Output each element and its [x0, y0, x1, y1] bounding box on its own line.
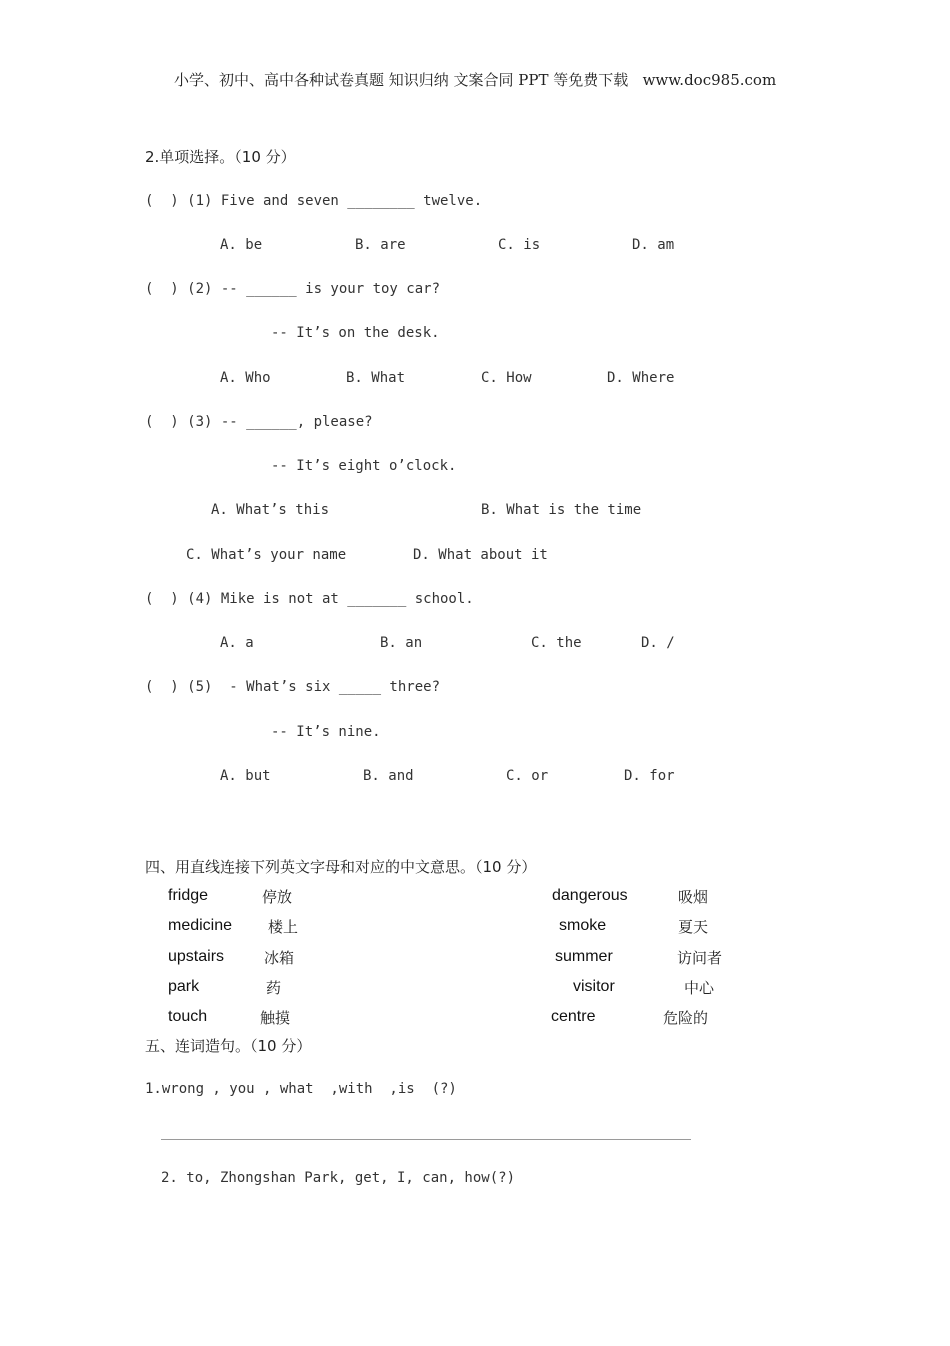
- left-word-item: touch: [168, 1008, 208, 1025]
- page-header: 小学、初中、高中各种试卷真题 知识归纳 文案合同 PPT 等免费下载 www.doc985.com: [174, 71, 777, 89]
- question-3-option-c: C. What’s your name: [186, 547, 347, 563]
- question-1-option-a: A. be: [220, 237, 263, 253]
- left-meaning-item: 药: [266, 979, 282, 997]
- left-word-item: park: [168, 978, 200, 995]
- question-2-option-b: B. What: [346, 370, 406, 386]
- question-3-stem: ( ) (3) -- ______, please?: [145, 414, 373, 430]
- question-5-option-b: B. and: [363, 768, 414, 784]
- question-2-answer-line: -- It’s on the desk.: [271, 325, 440, 341]
- question-1-option-d: D. am: [632, 237, 675, 253]
- right-word-item: centre: [551, 1008, 596, 1025]
- question-5-answer-line: -- It’s nine.: [271, 724, 381, 740]
- right-meaning-item: 危险的: [663, 1009, 709, 1027]
- question-3-option-b: B. What is the time: [481, 502, 642, 518]
- question-5-stem: ( ) (5) - What’s six _____ three?: [145, 679, 441, 695]
- question-3-answer-line: -- It’s eight o’clock.: [271, 458, 457, 474]
- left-meaning-item: 停放: [262, 888, 293, 906]
- section-4-title: 四、用直线连接下列英文字母和对应的中文意思。（10 分）: [145, 858, 537, 876]
- right-meaning-item: 夏天: [678, 918, 709, 936]
- question-2-option-d: D. Where: [607, 370, 675, 386]
- question-4-option-b: B. an: [380, 635, 423, 651]
- left-word-item: medicine: [168, 917, 233, 934]
- question-1-stem: ( ) (1) Five and seven ________ twelve.: [145, 193, 483, 209]
- section-2-title: 2.单项选择。（10 分）: [145, 148, 296, 166]
- question-2-option-c: C. How: [481, 370, 532, 386]
- right-word-item: dangerous: [552, 887, 628, 904]
- right-meaning-item: 吸烟: [678, 888, 709, 906]
- left-meaning-item: 触摸: [260, 1009, 291, 1027]
- right-meaning-item: 中心: [684, 979, 715, 997]
- question-4-stem: ( ) (4) Mike is not at _______ school.: [145, 591, 474, 607]
- sentence-1-words: 1.wrong , you , what ,with ,is (?): [145, 1081, 457, 1097]
- question-2-option-a: A. Who: [220, 370, 271, 386]
- question-5-option-d: D. for: [624, 768, 675, 784]
- question-3-option-a: A. What’s this: [211, 502, 330, 518]
- left-word-item: fridge: [168, 887, 209, 904]
- question-2-stem: ( ) (2) -- ______ is your toy car?: [145, 281, 441, 297]
- answer-line: [161, 1139, 691, 1140]
- question-5-option-a: A. but: [220, 768, 271, 784]
- question-4-option-a: A. a: [220, 635, 254, 651]
- question-4-option-d: D. /: [641, 635, 675, 651]
- question-4-option-c: C. the: [531, 635, 582, 651]
- question-5-option-c: C. or: [506, 768, 549, 784]
- right-word-item: summer: [555, 948, 613, 965]
- question-1-option-c: C. is: [498, 237, 541, 253]
- section-5-title: 五、连词造句。（10 分）: [145, 1037, 312, 1055]
- right-word-item: visitor: [573, 978, 615, 995]
- question-3-option-d: D. What about it: [413, 547, 548, 563]
- right-meaning-item: 访问者: [677, 949, 723, 967]
- right-word-item: smoke: [559, 917, 607, 934]
- left-word-item: upstairs: [168, 948, 225, 965]
- sentence-2-words: 2. to, Zhongshan Park, get, I, can, how(?): [161, 1170, 516, 1186]
- question-1-option-b: B. are: [355, 237, 406, 253]
- left-meaning-item: 楼上: [268, 918, 299, 936]
- left-meaning-item: 冰箱: [264, 949, 295, 967]
